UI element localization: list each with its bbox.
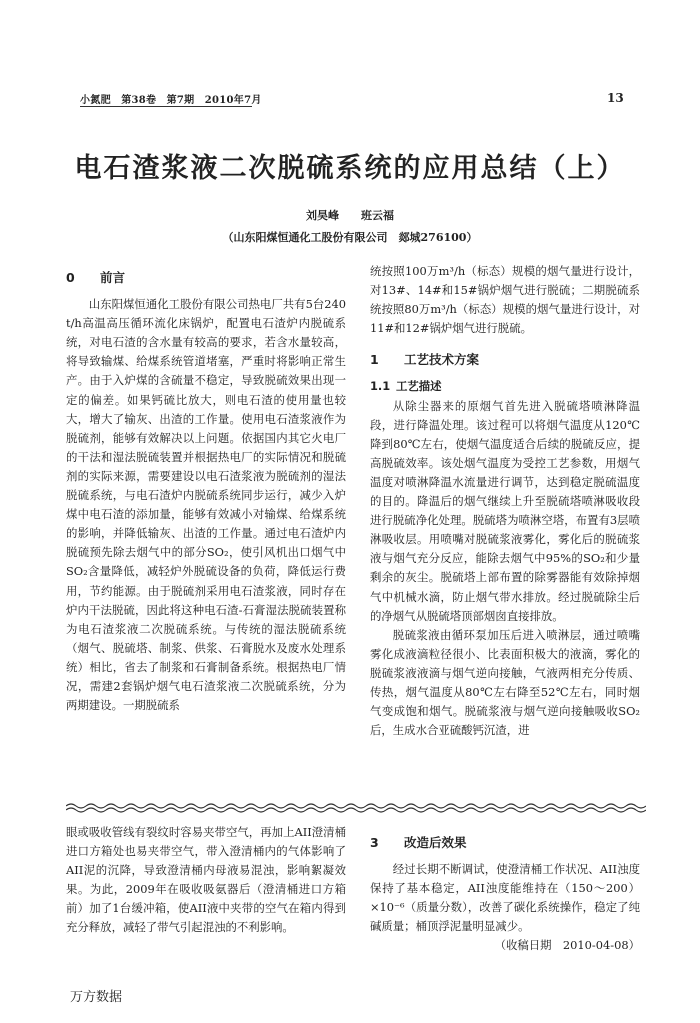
right-column-upper [370, 262, 640, 740]
section-heading-effect [370, 833, 640, 852]
article-authors: 刘昊峰 班云福 [306, 209, 394, 222]
section-heading-process [370, 350, 640, 369]
journal-header: 小氮肥 第38卷 第7期 2010年7月 [80, 95, 262, 106]
article-affiliation: （山东阳煤恒通化工股份有限公司 郯城276100） [222, 231, 478, 244]
header-rule [80, 106, 252, 107]
left-column-upper [66, 268, 346, 715]
section-heading-intro [66, 268, 346, 287]
section-title: 前言 [100, 270, 126, 285]
intro-continuation: 统按照100万m³/h（标态）规模的烟气量进行设计，对13#、14#和15#锅炉烟气进行脱硫；二期脱硫系统按照80万m³/h（标态）规模的烟气量进行设计，对11#和12#锅炉烟气进行脱硫。 [370, 264, 640, 336]
right-column-lower [370, 833, 640, 956]
page-number: 13 [607, 91, 624, 105]
process-paragraph-2: 脱硫浆液由循环泵加压后进入喷淋层，通过喷嘴雾化成液滴粒径很小、比表面积极大的液滴，雾化的脱硫浆液液滴与烟气逆向接触，气液两相充分传质、传热，烟气温度从80℃左右降至52℃左右，同时烟气变成饱和烟气。脱硫浆液与烟气逆向接触吸收SO₂后，生成水合亚硫酸钙沉渣，进 [370, 627, 640, 738]
section-number: 3 [370, 835, 379, 850]
article-title: 电石渣浆液二次脱硫系统的应用总结（上） [74, 153, 626, 184]
subsection-title: 工艺描述 [396, 379, 442, 394]
section-number: 0 [66, 270, 75, 285]
footer-source: 万方数据 [70, 990, 123, 1005]
previous-article-continuation: 眼或吸收管线有裂纹时容易夹带空气，再加上AII澄清桶进口方箱处也易夹带空气，带入澄清桶内的气体影响了AII泥的沉降，导致澄清桶内母液易混浊，影响絮凝效果。为此，2009年在吸收吸氨器后（澄清桶进口方箱前）加了1台缓冲箱，使AII液中夹带的空气在箱内得到充分释放，减轻了带气引起混浊的不利影响。 [66, 825, 346, 935]
section-title: 工艺技术方案 [404, 352, 480, 368]
effect-paragraph: 经过长期不断调试，使澄清桶工作状况、AII浊度保持了基本稳定，AII浊度能维持在（150～200）×10⁻⁶（质量分数），改善了碳化系统操作，稳定了纯碱质量；桶顶浮泥量明显减少。 [370, 862, 640, 934]
section-title: 改造后效果 [404, 835, 467, 850]
wavy-separator [66, 802, 646, 814]
left-column-lower [66, 823, 346, 938]
subsection-heading-description [370, 377, 640, 396]
section-number: 1 [370, 352, 379, 368]
process-paragraph-1: 从除尘器来的原烟气首先进入脱硫塔喷淋降温段，进行降温处理。该过程可以将烟气温度从120℃降到80℃左右，使烟气温度适合后续的脱硫反应，提高脱硫效率。该处烟气温度为受控工艺参数，用烟气温度对喷淋降温水流量进行调节，达到稳定脱硫温度的目的。降温后的烟气继续上升至脱硫塔喷淋吸收段进行脱硫净化处理。脱硫塔为喷淋空塔，布置有3层喷淋吸收层。用喷嘴对脱硫浆液雾化，雾化后的脱硫浆液与烟气充分反应，能除去烟气中95%的SO₂和少量剩余的灰尘。脱硫塔上部布置的除雾器能有效除掉烟气中机械水滴，防止烟气带水排放。经过脱硫除尘后的净烟气从脱硫塔顶部烟囱直接排放。 [370, 398, 640, 623]
subsection-number: 1.1 [370, 379, 391, 394]
intro-paragraph: 山东阳煤恒通化工股份有限公司热电厂共有5台240 t/h高温高压循环流化床锅炉，配置电石渣炉内脱硫系统，对电石渣的含水量有较高的要求，若含水量较高，将导致输煤、给煤系统管道堵塞，严重时将影响正常生产。由于入炉煤的含硫量不稳定，导致脱硫效果出现一定的偏差。如果钙硫比放大，则电石渣的使用量也较大，增大了输灰、出渣的工作量。使用电石渣浆液作为脱硫剂，能够有效解决以上问题。依据国内其它火电厂的干法和湿法脱硫装置并根据热电厂的实际情况和脱硫剂的实际来源，需要建设以电石渣浆液为脱硫剂的湿法脱硫系统，与电石渣炉内脱硫系统同步运行，减少入炉煤中电石渣的添加量，能够有效减小对输煤、给煤系统的影响，并降低输灰、出渣的工作量。通过电石渣炉内脱硫预先除去烟气中的部分SO₂，使引风机出口烟气中SO₂含量降低，减轻炉外脱硫设备的负荷，降低运行费用，节约能源。由于脱硫剂采用电石渣浆液，同时存在炉内干法脱硫，因此将这种电石渣-石膏湿法脱硫装置称为电石渣浆液二次脱硫系统。与传统的湿法脱硫系统（烟气、脱硫塔、制浆、供浆、石膏脱水及废水处理系统）相比，省去了制浆和石膏制备系统。根据热电厂情况，需建2套锅炉烟气电石渣浆液二次脱硫系统，分为两期建设。一期脱硫系 [66, 297, 346, 713]
received-date: （收稿日期 2010-04-08） [494, 938, 640, 953]
